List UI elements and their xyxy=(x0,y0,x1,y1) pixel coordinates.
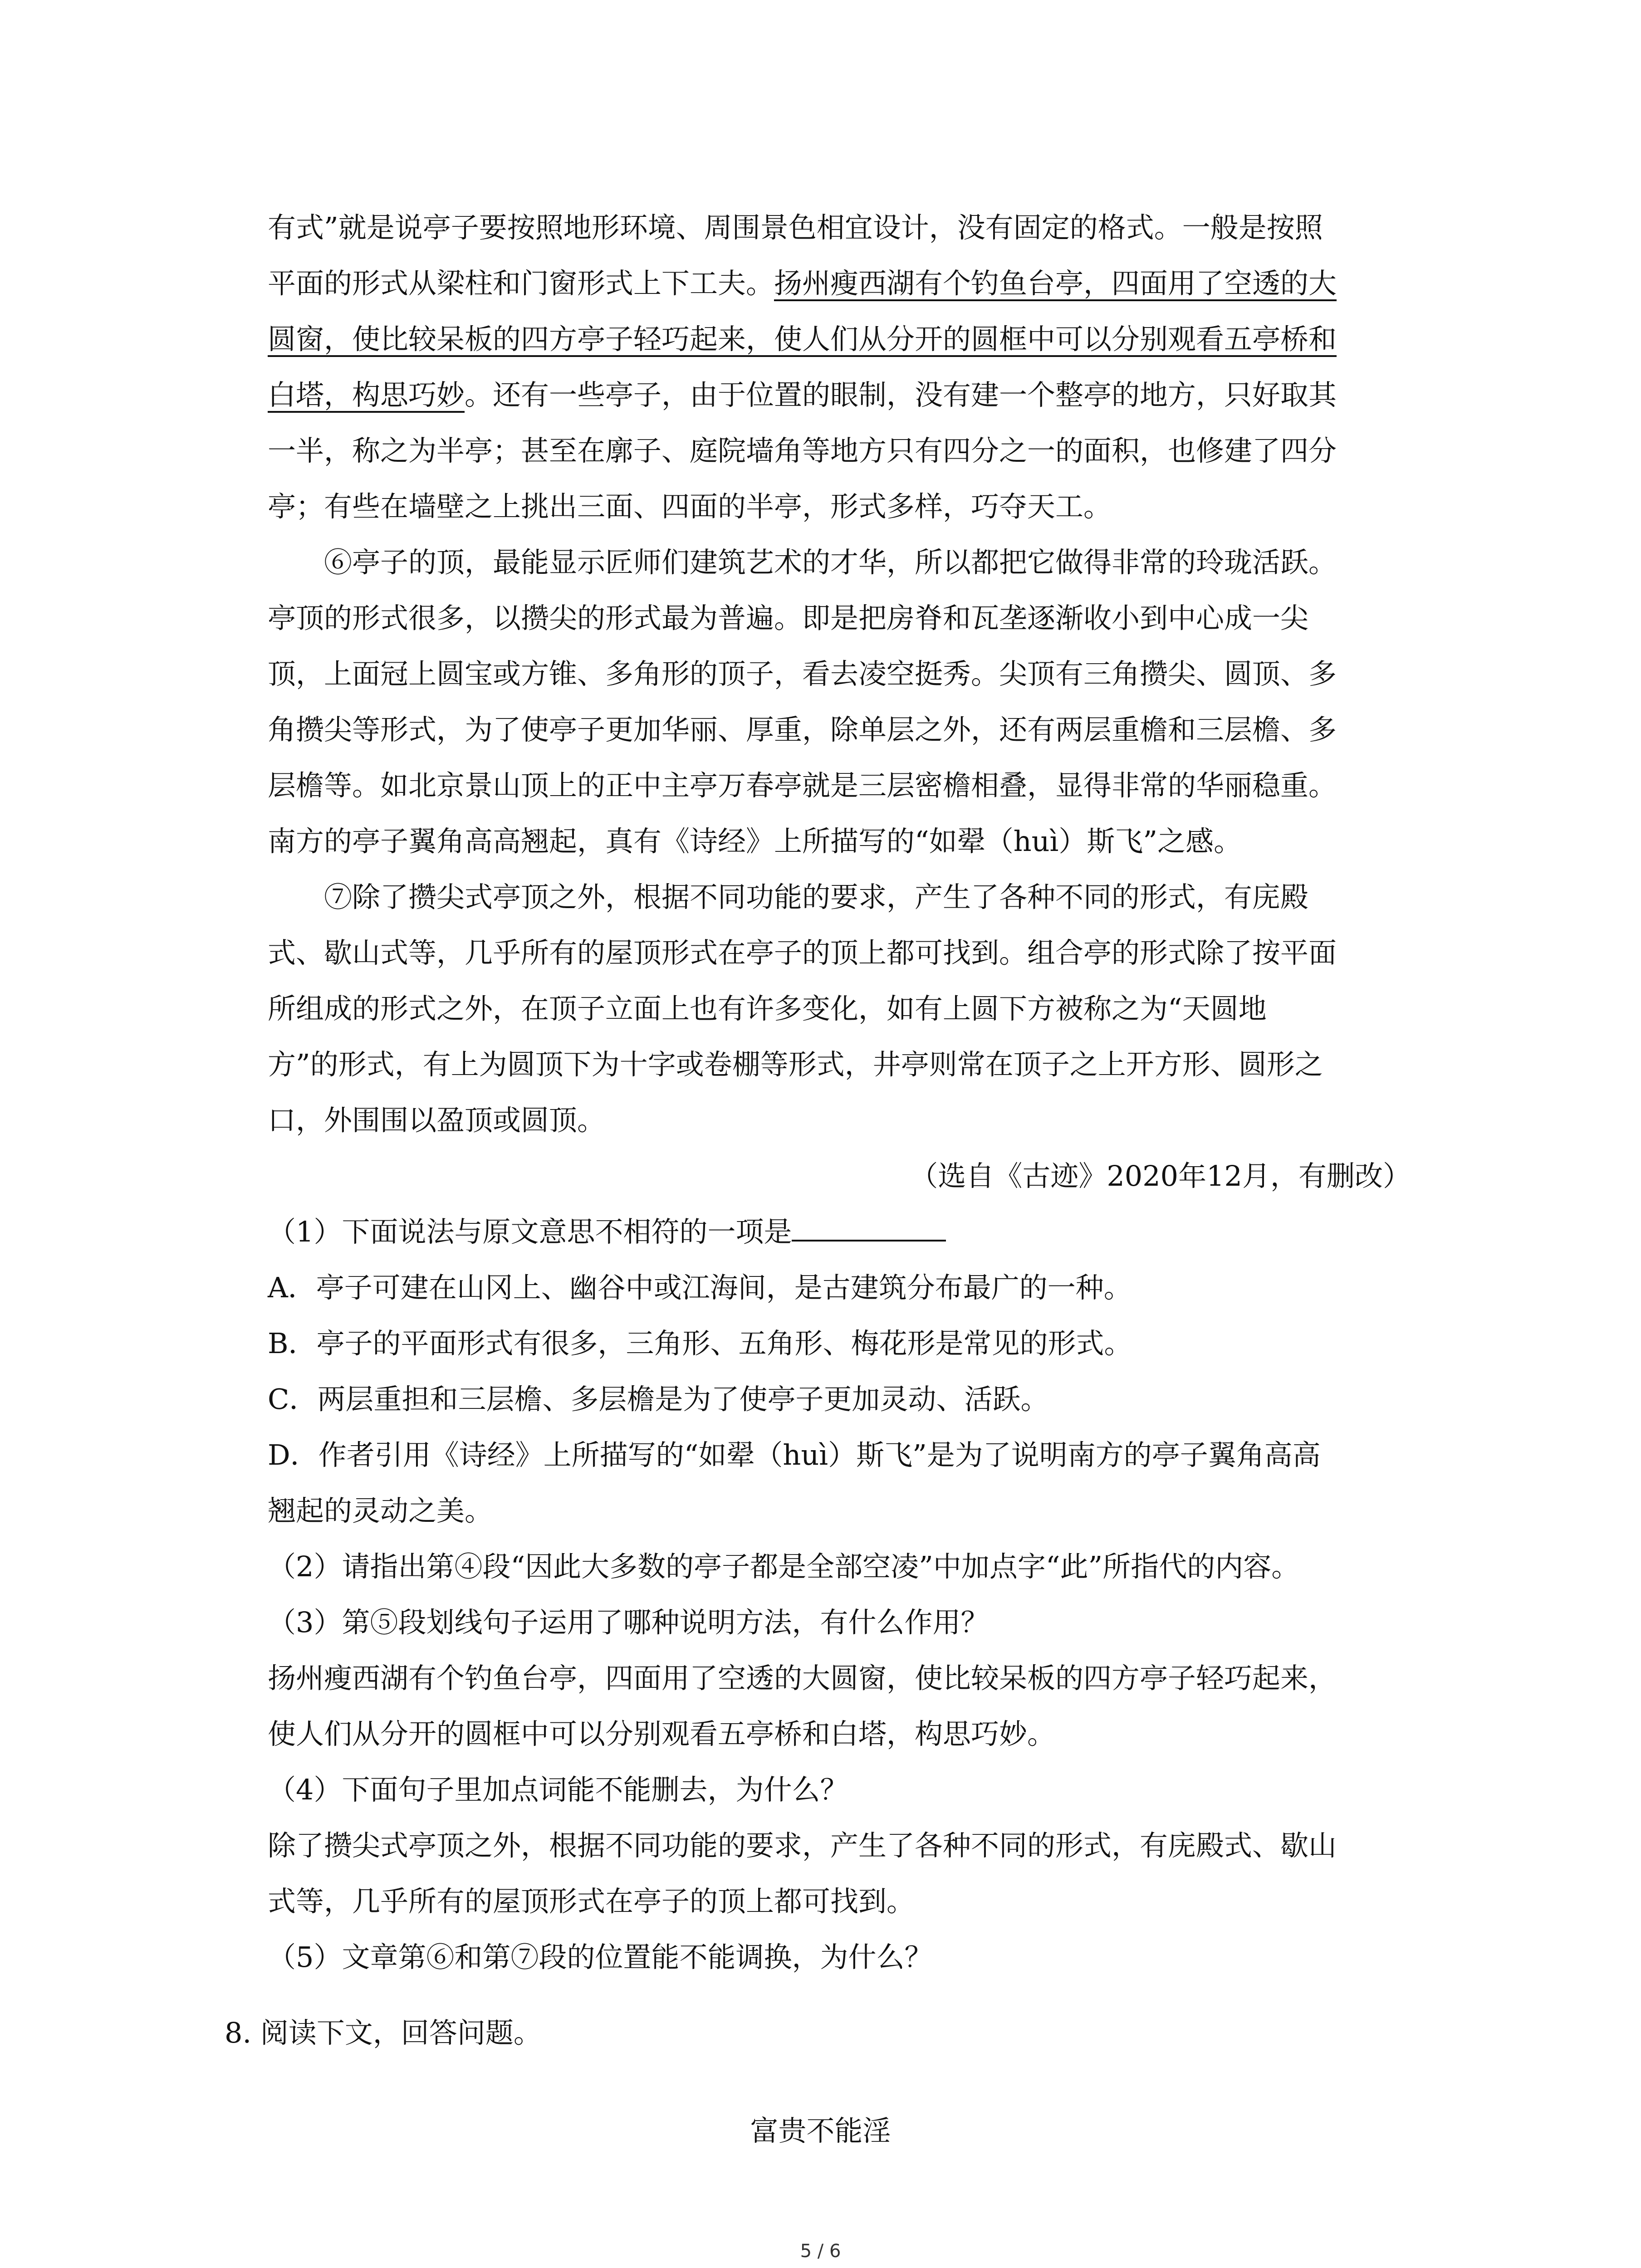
text-segment: 。还有一些亭子，由于位置的眼制，没有建一个整亭的地方，只好取其 xyxy=(465,378,1337,411)
underlined-sentence: 扬州瘦西湖有个钓鱼台亭，四面用了空透的大 xyxy=(774,267,1337,300)
question-4 xyxy=(268,1762,1429,1929)
text-line: 层檐等。如北京景山顶上的正中主亭万春亭就是三层密檐相叠，显得非常的华丽稳重。 xyxy=(268,769,1337,802)
text-line: 方”的形式，有上为圆顶下为十字或卷棚等形式，井亭则常在顶子之上开方形、圆形之 xyxy=(268,1048,1323,1081)
text-line: 亭顶的形式很多，以攒尖的形式最为普遍。即是把房脊和瓦垄逐渐收小到中心成一尖 xyxy=(268,601,1309,635)
passage-title: 富贵不能淫 xyxy=(750,2114,891,2147)
question-3 xyxy=(268,1594,1429,1762)
answer-blank xyxy=(792,1212,946,1242)
option-a: A．亭子可建在山冈上、幽谷中或江海间，是古建筑分布最广的一种。 xyxy=(268,1271,1132,1304)
text-line: 南方的亭子翼角高高翘起，真有《诗经》上所描写的“如翚（huì）斯飞”之感。 xyxy=(268,825,1242,858)
option-d: D．作者引用《诗经》上所描写的“如翚（huì）斯飞”是为了说明南方的亭子翼角高高 xyxy=(268,1438,1321,1471)
text-line: 亭；有些在墙壁之上挑出三面、四面的半亭，形式多样，巧夺天工。 xyxy=(268,490,1112,523)
reading-passage xyxy=(268,200,1429,1985)
option-b: B．亭子的平面形式有很多，三角形、五角形、梅花形是常见的形式。 xyxy=(268,1327,1132,1360)
paragraph-5 xyxy=(268,200,1429,534)
question-text: （4）下面句子里加点词能不能删去，为什么？ xyxy=(268,1773,848,1806)
text-line: 所组成的形式之外，在顶子立面上也有许多变化，如有上圆下方被称之为“天圆地 xyxy=(268,992,1267,1025)
source-citation: （选自《古迹》2020年12月，有删改） xyxy=(910,1159,1411,1193)
text-line: 角攒尖等形式，为了使亭子更加华丽、厚重，除单层之外，还有两层重檐和三层檐、多 xyxy=(268,713,1337,746)
question-line xyxy=(268,1204,1429,1260)
question-text: （2）请指出第④段“因此大多数的亭子都是全部空凌”中加点字“此”所指代的内容。 xyxy=(268,1550,1300,1583)
text-line: 有式”就是说亭子要按照地形环境、周围景色相宜设计，没有固定的格式。一般是按照 xyxy=(268,211,1323,244)
underlined-sentence: 圆窗，使比较呆板的四方亭子轻巧起来，使人们从分开的圆框中可以分别观看五亭桥和 xyxy=(268,323,1337,356)
question-1 xyxy=(268,1204,1429,1539)
text-line: 式、歇山式等，几乎所有的屋顶形式在亭子的顶上都可找到。组合亭的形式除了按平面 xyxy=(268,936,1337,969)
text-line xyxy=(268,367,1429,423)
text-segment: 平面的形式从梁柱和门窗形式上下工夫。 xyxy=(268,267,774,300)
question-text: （5）文章第⑥和第⑦段的位置能不能调换，为什么？ xyxy=(268,1941,933,1974)
quoted-sentence: 除了攒尖式亭顶之外，根据不同功能的要求，产生了各种不同的形式，有庑殿式、歇山 xyxy=(268,1829,1337,1862)
question-2 xyxy=(268,1539,1429,1594)
question-8-heading: 8. 阅读下文，回答问题。 xyxy=(225,2016,542,2049)
question-text: （1）下面说法与原文意思不相符的一项是 xyxy=(268,1215,792,1248)
page-number: 5 / 6 xyxy=(800,2241,841,2262)
option-d-continued: 翘起的灵动之美。 xyxy=(268,1494,493,1527)
quoted-sentence: 扬州瘦西湖有个钓鱼台亭，四面用了空透的大圆窗，使比较呆板的四方亭子轻巧起来， xyxy=(268,1662,1337,1695)
text-line: 顶，上面冠上圆宝或方锥、多角形的顶子，看去凌空挺秀。尖顶有三角攒尖、圆顶、多 xyxy=(268,657,1337,690)
paragraph-7 xyxy=(268,869,1429,1148)
text-line xyxy=(268,255,1429,311)
quoted-sentence: 式等，几乎所有的屋顶形式在亭子的顶上都可找到。 xyxy=(268,1885,915,1918)
option-c: C．两层重担和三层檐、多层檐是为了使亭子更加灵动、活跃。 xyxy=(268,1383,1049,1416)
quoted-sentence: 使人们从分开的圆框中可以分别观看五亭桥和白塔，构思巧妙。 xyxy=(268,1717,1056,1750)
text-line: 口，外围围以盈顶或圆顶。 xyxy=(268,1104,606,1137)
question-5 xyxy=(268,1929,1429,1985)
underlined-sentence: 白塔，构思巧妙 xyxy=(268,378,465,411)
text-line: ⑥亭子的顶，最能显示匠师们建筑艺术的才华，所以都把它做得非常的玲珑活跃。 xyxy=(324,546,1337,579)
text-line: 一半，称之为半亭；甚至在廓子、庭院墙角等地方只有四分之一的面积，也修建了四分 xyxy=(268,434,1337,467)
question-text: （3）第⑤段划线句子运用了哪种说明方法，有什么作用？ xyxy=(268,1606,989,1639)
text-line: ⑦除了攒尖式亭顶之外，根据不同功能的要求，产生了各种不同的形式，有庑殿 xyxy=(324,880,1309,914)
paragraph-6 xyxy=(268,534,1429,869)
